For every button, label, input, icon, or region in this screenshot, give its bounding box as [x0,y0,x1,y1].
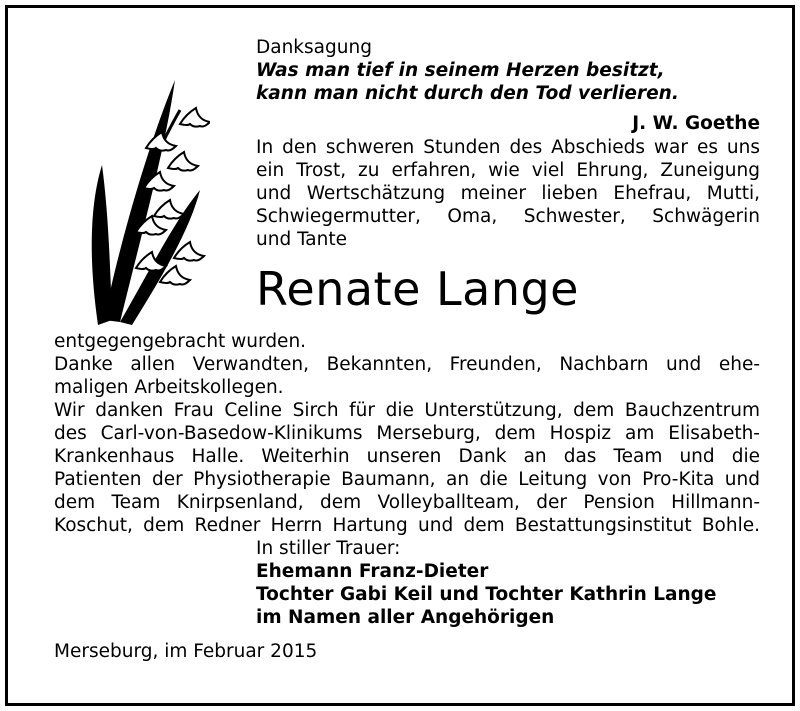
mourner-line: Tochter Gabi Keil und Tochter Kathrin Lange [256,584,717,605]
body-line: entgegengebracht wurden. [54,331,307,352]
body-line: Wir danken Frau Celine Sirch für die Unterstützung, dem Bauchzentrum [54,400,760,421]
lily-of-the-valley-icon [80,70,210,330]
obituary-notice [5,5,795,706]
quote-author: J. W. Goethe [632,113,760,134]
place-date: Merseburg, im Februar 2015 [54,641,318,662]
body-line: Koschut, dem Redner Herrn Hartung und dem Bestattungsinstitut Bohle. [54,515,760,536]
body-line: dem Team Knirpsenland, dem Volleyballteam, der Pension Hillmann- [54,492,760,513]
intro-line: und Wertschätzung meiner lieben Ehefrau, Mutti, [256,183,760,204]
body-line: Patienten der Physiotherapie Baumann, an die Leitung von Pro-Kita und [54,469,760,490]
body-line: des Carl-von-Basedow-Klinikums Merseburg, dem Hospiz am Elisabeth- [54,423,760,444]
intro-line: und Tante [256,229,348,250]
body-line: Danke allen Verwandten, Bekannten, Freunden, Nachbarn und ehe- [54,354,760,375]
body-line: maligen Arbeitskollegen. [54,377,284,398]
mourning-label: In stiller Trauer: [256,538,401,559]
heading: Danksagung [256,37,372,58]
intro-line: Schwiegermutter, Oma, Schwester, Schwägerin [256,206,760,227]
deceased-name: Renate Lange [256,262,579,316]
intro-line: ein Trost, zu erfahren, wie viel Ehrung, Zuneigung [256,160,760,181]
mourner-line: Ehemann Franz-Dieter [256,561,489,582]
intro-line: In den schweren Stunden des Abschieds war es uns [256,137,760,158]
body-line: Krankenhaus Halle. Weiterhin unseren Dank an das Team und die [54,446,760,467]
quote-line-2: kann man nicht durch den Tod verlieren. [256,83,679,104]
mourner-line: im Namen aller Angehörigen [256,607,555,628]
quote-line-1: Was man tief in seinem Herzen besitzt, [256,60,665,81]
